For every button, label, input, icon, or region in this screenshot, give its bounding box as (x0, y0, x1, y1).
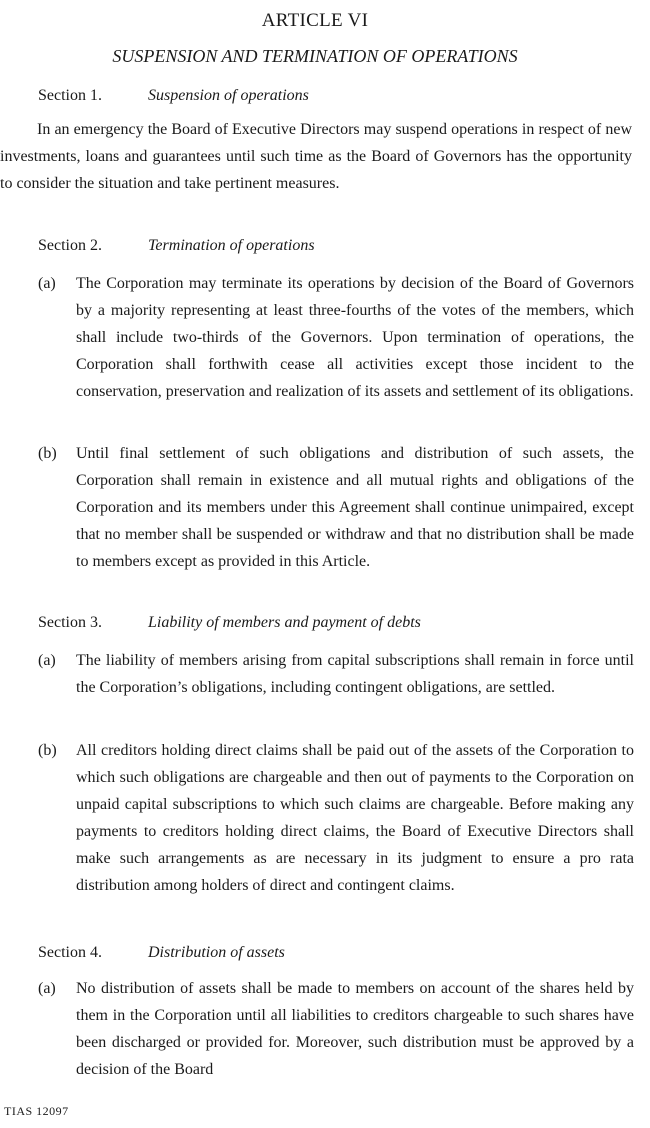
item-text: No distribution of assets shall be made to members on account of the shares held by them in the Corporation until all liabilities to creditors chargeable to such shares have been discharged or provided for. Moreover, such distribution must be approved by a decision of the Board (76, 980, 634, 1078)
section-4-heading (38, 944, 285, 962)
section-title: Distribution of assets (148, 944, 285, 961)
section-2-heading (38, 237, 315, 255)
article-subheading: SUSPENSION AND TERMINATION OF OPERATIONS (112, 46, 518, 66)
section-number: Section 1. (38, 87, 102, 104)
article-heading: ARTICLE VI (261, 10, 369, 31)
section-1-heading (38, 87, 309, 105)
item-marker: (a) (38, 275, 56, 292)
section-1-paragraph: In an emergency the Board of Executive Directors may suspend operations in respect of new investments, loans and guarantees until such time as the Board of Governors has the opportunity to consider the situation and take pertinent measures. (0, 121, 632, 192)
section-3-item-a (38, 647, 634, 701)
section-title: Termination of operations (148, 237, 315, 254)
section-title: Suspension of operations (148, 87, 309, 104)
item-marker: (a) (38, 652, 56, 669)
section-number: Section 4. (38, 944, 102, 961)
section-title: Liability of members and payment of debts (148, 614, 421, 631)
section-2-item-a (38, 270, 634, 405)
section-3-item-b (38, 737, 634, 899)
item-text: The Corporation may terminate its operations by decision of the Board of Governors by a majority representing at least three-fourths of the votes of the members, which shall include two-thirds of the Governors. Upon termination of operations, the Corporation shall forthwith cease all activities except those incident to the conservation, preservation and realization of its assets and settlement of its obligations. (76, 275, 634, 400)
section-number: Section 3. (38, 614, 102, 631)
section-4-item-a (38, 975, 634, 1083)
section-3-heading (38, 614, 421, 632)
section-2-item-b (38, 440, 634, 575)
footer-reference: TIAS 12097 (4, 1104, 69, 1118)
item-text: The liability of members arising from capital subscriptions shall remain in force until the Corporation’s obligations, including contingent obligations, are settled. (76, 652, 634, 696)
item-marker: (b) (38, 742, 57, 759)
item-marker: (b) (38, 445, 57, 462)
section-number: Section 2. (38, 237, 102, 254)
item-marker: (a) (38, 980, 56, 997)
item-text: Until final settlement of such obligations and distribution of such assets, the Corporation shall remain in existence and all mutual rights and obligations of the Corporation and its members under this Agreement shall continue unimpaired, except that no member shall be suspended or withdraw and that no distribution shall be made to members except as provided in this Article. (76, 445, 634, 570)
item-text: All creditors holding direct claims shall be paid out of the assets of the Corporation to which such obligations are chargeable and then out of payments to the Corporation on unpaid capital subscriptions to which such claims are chargeable. Before making any payments to creditors holding direct claims, the Board of Executive Directors shall make such arrangements as are necessary in its judgment to ensure a pro rata distribution among holders of direct and contingent claims. (76, 742, 634, 894)
